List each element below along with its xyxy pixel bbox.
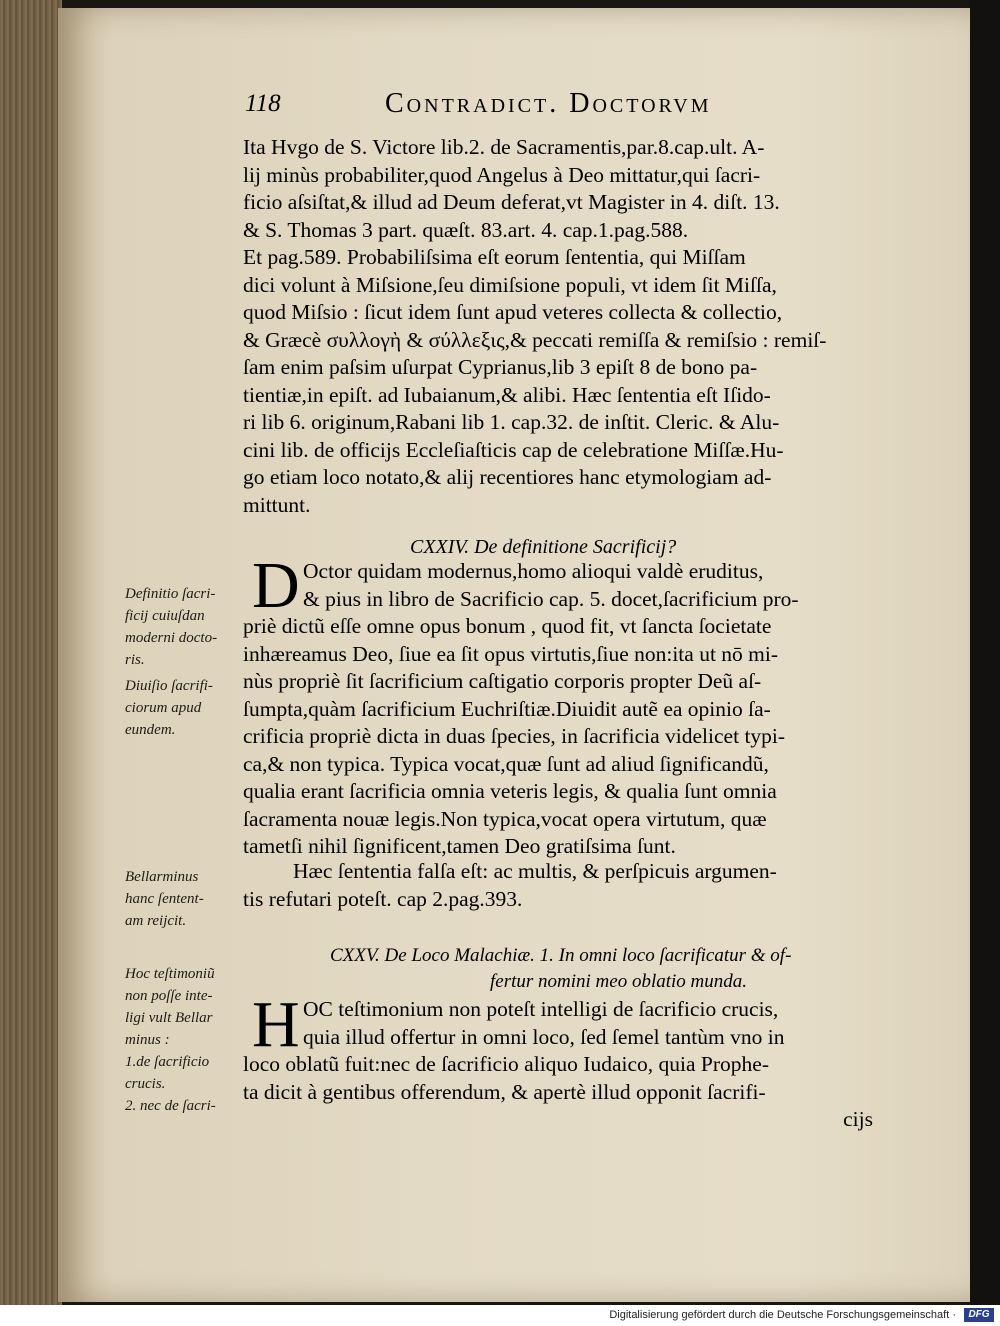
margin-line: ligi vult Bellar <box>125 1010 213 1026</box>
margin-line: hanc ſentent- <box>125 891 204 907</box>
section-heading-cxxv <box>330 943 890 995</box>
margin-line: moderni docto- <box>125 630 218 646</box>
text-line: quod Miſsio : ſicut idem ſunt apud veteres collecta & collectio, <box>243 300 783 324</box>
margin-line: 1.de ſacrificio <box>125 1054 210 1070</box>
text-line: tis refutari poteſt. cap 2.pag.393. <box>243 886 523 911</box>
heading-line: CXXV. De Loco Malachiæ. 1. In omni loco ſacrificatur & of- <box>330 945 792 966</box>
page-number: 118 <box>245 90 281 117</box>
text-line: nùs propriè ſit ſacrificium caſtigatio corporis propter Deũ aſ- <box>243 669 762 693</box>
text-line: ſam enim paſsim uſurpat Cyprianus,lib 3 epiſt 8 de bono pa- <box>243 355 758 379</box>
funding-notice: Digitalisierung gefördert durch die Deutsche Forschungsgemeinschaft · <box>609 1309 956 1321</box>
margin-line: ris. <box>125 652 145 668</box>
text-line: crificia propriè dicta in duas ſpecies, in ſacrificia videlicet typi- <box>243 724 786 748</box>
heading-line: fertur nomini meo oblatio munda. <box>490 971 748 992</box>
margin-line: Hoc teſtimoniũ <box>125 966 215 982</box>
text-line: & Græcè συλλογὴ & σύλλεξις,& peccati remiſſa & remiſsio : remiſ- <box>243 327 827 352</box>
text-line: ta dicit à gentibus offerendum, & apertè illud opponit ſacrifi- <box>243 1079 766 1104</box>
paragraph-3 <box>243 549 913 861</box>
text-line: mittunt. <box>243 492 311 517</box>
book-page-edges <box>0 0 62 1305</box>
text-line: cini lib. de officijs Eccleſiaſticis cap de celebratione Miſſæ.Hu- <box>243 437 784 462</box>
text-line: & S. Thomas 3 part. quæſt. 83.art. 4. cap.1.pag.588. <box>243 217 689 242</box>
text-line: Et pag.589. Probabiliſsima eſt eorum ſententia, qui Miſſam <box>243 245 746 269</box>
text-line: tientiæ,in epiſt. ad Iubaianum,& alibi. Hæc ſententia eſt Iſido- <box>243 382 771 407</box>
running-title: Contradict. Doctorvm <box>385 88 712 119</box>
catchword: cijs <box>843 1107 873 1131</box>
text-line: & pius in libro de Sacrificio cap. 5. docet,ſacrificium pro- <box>303 586 799 611</box>
digitization-footer <box>0 1305 1000 1326</box>
margin-line: ficij cuiuſdan <box>125 608 205 624</box>
text-line: Hæc ſententia falſa eſt: ac multis, & perſpicuis argumen- <box>293 859 777 883</box>
paragraph-1 <box>243 134 913 244</box>
text-line: tametſi nihil ſignificent,tamen Deo gratiſsima ſunt. <box>243 834 676 858</box>
running-header <box>245 86 885 130</box>
paragraph-5 <box>243 988 913 1134</box>
text-line: ri lib 6. originum,Rabani lib 1. cap.32. de inſtit. Cleric. & Alu- <box>243 410 780 434</box>
marginal-note-testimonium <box>125 963 275 1117</box>
text-line: ca,& non typica. Typica vocat,quæ ſunt ad aliud ſignificandũ, <box>243 751 769 776</box>
paragraph-2 <box>243 244 913 519</box>
text-line: inhæreamus Deo, ſiue ea ſit opus virtutis,ſiue non:ita ut nō mi- <box>243 641 779 666</box>
marginal-note-bellarminus <box>125 866 275 932</box>
margin-line: am reijcit. <box>125 913 187 929</box>
text-line: ficio aſsiſtat,& illud ad Deum deferat,vt Magister in 4. diſt. 13. <box>243 190 780 214</box>
margin-line: non poſſe inte- <box>125 988 213 1004</box>
marginal-note-definition <box>125 583 275 671</box>
text-line: qualia erant ſacrificia omnia veteris legis, & qualia ſunt omnia <box>243 779 777 803</box>
text-line: Ita Hvgo de S. Victore lib.2. de Sacramentis,par.8.cap.ult. A- <box>243 135 765 159</box>
text-line: ſacramenta nouæ legis.Non typica,vocat opera virtutum, quæ <box>243 806 767 831</box>
text-line: lij minùs probabiliter,quod Angelus à Deo mittatur,qui ſacri- <box>243 162 761 187</box>
text-line: ſumpta,quàm ſacrificium Euchriſtiæ.Diuidit autẽ ea opinio ſa- <box>243 696 771 721</box>
text-line: go etiam loco notato,& alij recentiores hanc etymologiam ad- <box>243 465 772 489</box>
marginal-note-division <box>125 675 275 741</box>
margin-line: 2. nec de ſacri- <box>125 1098 216 1114</box>
text-line: quia illud offertur in omni loco, ſed ſemel tantùm vno in <box>303 1024 785 1049</box>
margin-line: Definitio ſacri- <box>125 586 216 602</box>
dark-background-edge <box>970 0 1000 1305</box>
text-line: Octor quidam modernus,homo alioqui valdè eruditus, <box>303 559 764 583</box>
section-heading-cxxiv: CXXIV. De definitione Sacrificij? <box>410 536 677 558</box>
margin-line: crucis. <box>125 1076 166 1092</box>
dfg-logo: DFG <box>964 1308 994 1322</box>
margin-line: ciorum apud <box>125 700 202 716</box>
text-line: dici volunt à Miſsione,ſeu dimiſsione populi, vt idem ſit Miſſa, <box>243 272 777 297</box>
margin-line: eundem. <box>125 722 176 738</box>
text-line: loco oblatũ fuit:nec de ſacrificio aliquo Iudaico, quia Prophe- <box>243 1052 769 1076</box>
drop-capital-d: D <box>252 549 300 622</box>
paragraph-4 <box>243 858 913 913</box>
text-line: OC teſtimonium non poteſt intelligi de ſacrificio crucis, <box>303 997 779 1021</box>
margin-line: Diuiſio ſacrifi- <box>125 678 213 694</box>
margin-line: Bellarminus <box>125 869 199 885</box>
text-line: priè dictũ eſſe omne opus bonum , quod fit, vt ſancta ſocietate <box>243 614 772 638</box>
margin-line: minus : <box>125 1032 170 1048</box>
drop-capital-h: H <box>252 988 300 1061</box>
